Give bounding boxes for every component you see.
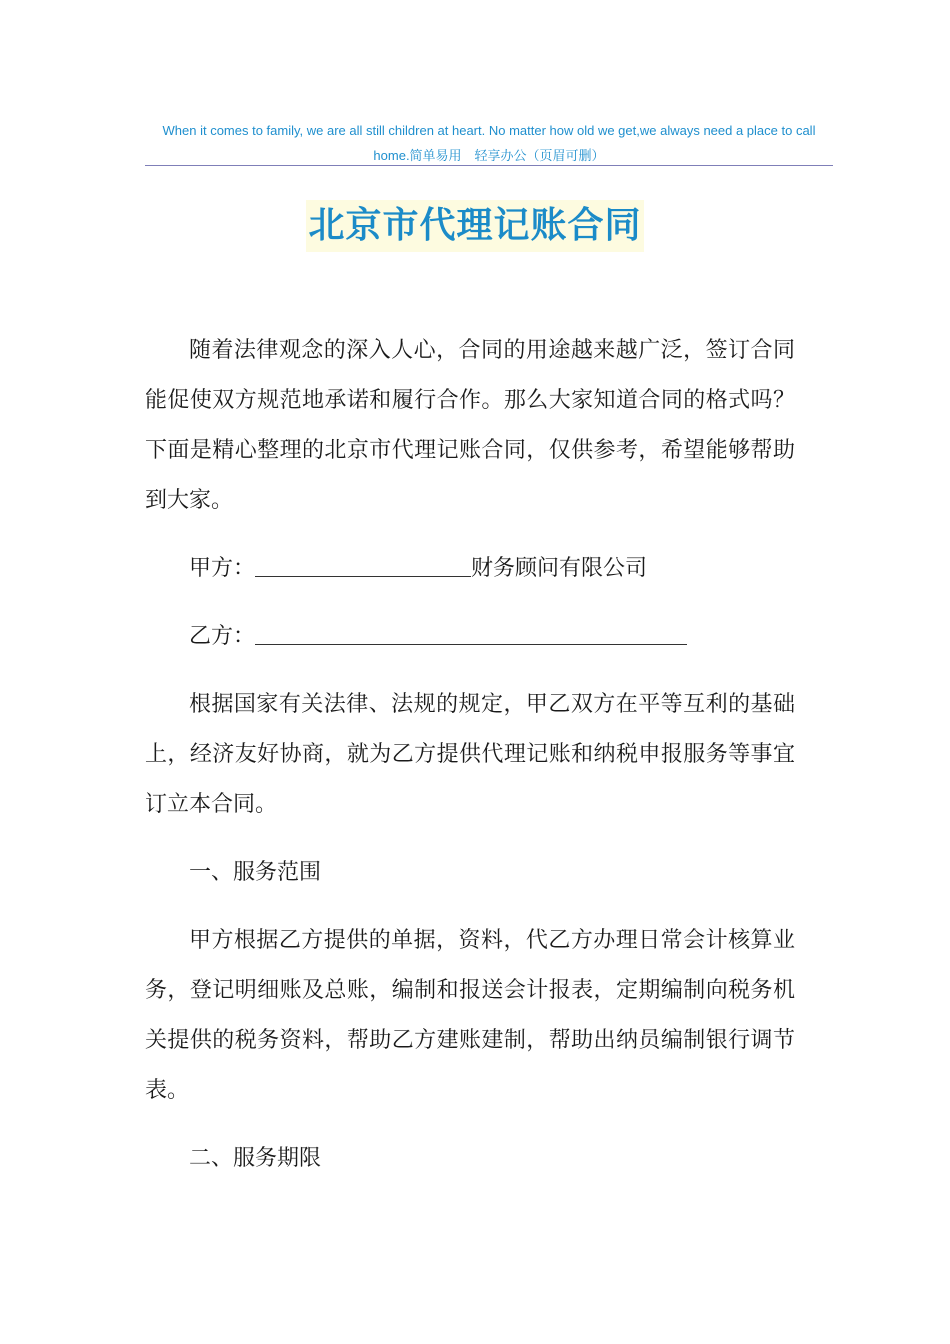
basis-paragraph: 根据国家有关法律、法规的规定，甲乙双方在平等互利的基础上，经济友好协商，就为乙方提供代理记账和纳税申报服务等事宜订立本合同。 [145,692,795,817]
section-2-heading: 二、服务期限 [189,1146,322,1171]
title-container [0,200,950,252]
party-b-blank [255,620,687,645]
header-divider [145,165,833,166]
page-header: When it comes to family, we are all still children at heart. No matter how old we get,we always need a place to call home.简单易用 轻享办公（页眉可删） [162,123,816,163]
document-body [145,326,795,1184]
party-a-line [145,544,795,594]
party-b-line [145,612,795,662]
section-1-paragraph: 甲方根据乙方提供的单据，资料，代乙方办理日常会计核算业务，登记明细账及总账，编制和报送会计报表，定期编制向税务机关提供的税务资料，帮助乙方建账建制，帮助出纳员编制银行调节表。 [145,928,795,1103]
party-b-label: 乙方： [189,624,256,649]
intro-paragraph: 随着法律观念的深入人心，合同的用途越来越广泛，签订合同能促使双方规范地承诺和履行合作。那么大家知道合同的格式吗？下面是精心整理的北京市代理记账合同，仅供参考，希望能够帮助到大家。 [145,338,795,513]
section-1-heading: 一、服务范围 [189,860,322,885]
party-a-suffix: 财务顾问有限公司 [471,556,648,581]
party-a-label: 甲方： [189,556,256,581]
party-a-blank [255,552,471,577]
document-title: 北京市代理记账合同 [306,200,643,252]
